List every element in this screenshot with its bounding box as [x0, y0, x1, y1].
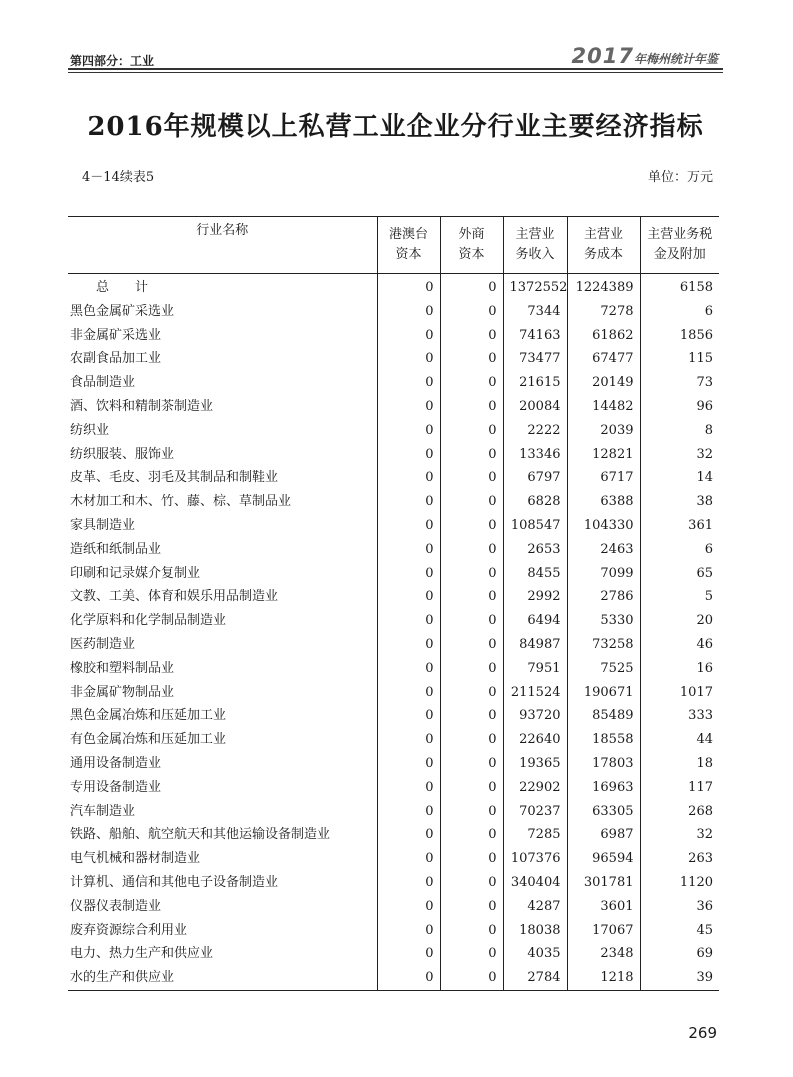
foreign-capital-cell: 0: [440, 347, 503, 371]
main-revenue-cell: 22902: [503, 776, 567, 800]
hk-macau-taiwan-capital-cell: 0: [377, 942, 440, 966]
foreign-capital-cell: 0: [440, 274, 503, 300]
main-cost-cell: 6388: [567, 490, 640, 514]
hk-macau-taiwan-capital-cell: 0: [377, 538, 440, 562]
table-row: [68, 704, 719, 728]
main-tax-cell: 361: [640, 514, 719, 538]
main-tax-cell: 117: [640, 776, 719, 800]
table-row: [68, 395, 719, 419]
industry-name-cell: 印刷和记录媒介复制业: [70, 565, 201, 581]
hk-macau-taiwan-capital-cell: 0: [377, 752, 440, 776]
hk-macau-taiwan-capital-cell: 0: [377, 823, 440, 847]
main-cost-cell: 18558: [567, 728, 640, 752]
table-number: 4－14续表5: [82, 170, 155, 185]
industry-name-cell: 造纸和纸制品业: [70, 541, 162, 557]
foreign-capital-cell: 0: [440, 609, 503, 633]
industry-name-cell: 酒、饮料和精制茶制造业: [70, 398, 214, 414]
table-row: [68, 847, 719, 871]
main-revenue-cell: 74163: [503, 324, 567, 348]
industry-name-cell: 皮革、毛皮、羽毛及其制品和制鞋业: [70, 470, 279, 486]
industry-name-cell: 化学原料和化学制品制造业: [70, 613, 227, 629]
table-row: [68, 966, 719, 990]
hk-macau-taiwan-capital-cell: 0: [377, 657, 440, 681]
yearbook-label: [572, 44, 718, 68]
main-revenue-cell: 4035: [503, 942, 567, 966]
main-tax-cell: 1120: [640, 871, 719, 895]
foreign-capital-cell: 0: [440, 490, 503, 514]
table-row: [68, 538, 719, 562]
header-main-tax: 主营业务税金及附加: [640, 217, 719, 274]
main-cost-cell: 7099: [567, 562, 640, 586]
foreign-capital-cell: 0: [440, 300, 503, 324]
industry-name-cell: 非金属矿采选业: [70, 327, 162, 343]
hk-macau-taiwan-capital-cell: 0: [377, 562, 440, 586]
main-tax-cell: 38: [640, 490, 719, 514]
foreign-capital-cell: 0: [440, 633, 503, 657]
page-title: 2016年规模以上私营工业企业分行业主要经济指标: [87, 112, 704, 142]
hk-macau-taiwan-capital-cell: 0: [377, 466, 440, 490]
industry-name-cell: 医药制造业: [70, 636, 136, 652]
main-revenue-cell: 70237: [503, 800, 567, 824]
hk-macau-taiwan-capital-cell: 0: [377, 966, 440, 990]
foreign-capital-cell: 0: [440, 324, 503, 348]
table-row: [68, 443, 719, 467]
main-revenue-cell: 2222: [503, 419, 567, 443]
main-cost-cell: 73258: [567, 633, 640, 657]
main-cost-cell: 7278: [567, 300, 640, 324]
industry-name-cell: 仪器仪表制造业: [70, 898, 162, 914]
main-tax-cell: 44: [640, 728, 719, 752]
foreign-capital-cell: 0: [440, 514, 503, 538]
foreign-capital-cell: 0: [440, 395, 503, 419]
unit-label: 单位：万元: [647, 170, 713, 185]
main-tax-cell: 69: [640, 942, 719, 966]
main-cost-cell: 85489: [567, 704, 640, 728]
yearbook-year: 2017: [571, 44, 634, 68]
table-row: [68, 419, 719, 443]
industry-name-cell: 农副食品加工业: [70, 351, 162, 367]
main-tax-cell: 32: [640, 823, 719, 847]
table-row: [68, 942, 719, 966]
hk-macau-taiwan-capital-cell: 0: [377, 633, 440, 657]
foreign-capital-cell: 0: [440, 919, 503, 943]
main-revenue-cell: 93720: [503, 704, 567, 728]
industry-name-cell: 非金属矿物制品业: [70, 684, 175, 700]
table-row: [68, 514, 719, 538]
table-row: [68, 919, 719, 943]
table-row: [68, 466, 719, 490]
hk-macau-taiwan-capital-cell: 0: [377, 347, 440, 371]
table-row: [68, 728, 719, 752]
hk-macau-taiwan-capital-cell: 0: [377, 395, 440, 419]
main-cost-cell: 5330: [567, 609, 640, 633]
main-cost-cell: 14482: [567, 395, 640, 419]
industry-name-cell: 汽车制造业: [70, 803, 136, 819]
page-number: 269: [688, 1024, 717, 1042]
main-cost-cell: 20149: [567, 371, 640, 395]
main-tax-cell: 96: [640, 395, 719, 419]
main-cost-cell: 2786: [567, 585, 640, 609]
main-cost-cell: 190671: [567, 681, 640, 705]
main-revenue-cell: 7344: [503, 300, 567, 324]
table-row: [68, 657, 719, 681]
main-cost-cell: 2348: [567, 942, 640, 966]
main-cost-cell: 67477: [567, 347, 640, 371]
industry-name-cell: 木材加工和木、竹、藤、棕、草制品业: [70, 494, 292, 510]
main-cost-cell: 63305: [567, 800, 640, 824]
main-revenue-cell: 22640: [503, 728, 567, 752]
main-tax-cell: 6158: [640, 274, 719, 300]
foreign-capital-cell: 0: [440, 823, 503, 847]
main-revenue-cell: 211524: [503, 681, 567, 705]
industry-name-cell: 总 计: [96, 280, 149, 295]
main-revenue-cell: 6494: [503, 609, 567, 633]
main-revenue-cell: 6797: [503, 466, 567, 490]
main-cost-cell: 16963: [567, 776, 640, 800]
main-revenue-cell: 84987: [503, 633, 567, 657]
hk-macau-taiwan-capital-cell: 0: [377, 371, 440, 395]
foreign-capital-cell: 0: [440, 728, 503, 752]
main-tax-cell: 263: [640, 847, 719, 871]
hk-macau-taiwan-capital-cell: 0: [377, 419, 440, 443]
hk-macau-taiwan-capital-cell: 0: [377, 324, 440, 348]
main-revenue-cell: 7951: [503, 657, 567, 681]
main-cost-cell: 1218: [567, 966, 640, 990]
main-tax-cell: 8: [640, 419, 719, 443]
header-main-revenue: 主营业务收入: [503, 217, 567, 274]
table-row: [68, 324, 719, 348]
main-cost-cell: 2039: [567, 419, 640, 443]
main-tax-cell: 16: [640, 657, 719, 681]
main-revenue-cell: 8455: [503, 562, 567, 586]
main-revenue-cell: 20084: [503, 395, 567, 419]
foreign-capital-cell: 0: [440, 752, 503, 776]
main-revenue-cell: 13346: [503, 443, 567, 467]
industry-name-cell: 电气机械和器材制造业: [70, 851, 201, 867]
main-revenue-cell: 107376: [503, 847, 567, 871]
main-revenue-cell: 73477: [503, 347, 567, 371]
main-tax-cell: 268: [640, 800, 719, 824]
hk-macau-taiwan-capital-cell: 0: [377, 800, 440, 824]
hk-macau-taiwan-capital-cell: 0: [377, 704, 440, 728]
main-cost-cell: 17803: [567, 752, 640, 776]
main-tax-cell: 18: [640, 752, 719, 776]
industry-name-cell: 家具制造业: [70, 517, 136, 533]
industry-name-cell: 废弃资源综合利用业: [70, 922, 188, 938]
industry-name-cell: 黑色金属冶炼和压延加工业: [70, 708, 227, 724]
table-row: [68, 490, 719, 514]
main-cost-cell: 1224389: [567, 274, 640, 300]
foreign-capital-cell: 0: [440, 895, 503, 919]
industry-name-cell: 计算机、通信和其他电子设备制造业: [70, 874, 279, 890]
header-industry-name: 行业名称: [68, 217, 377, 274]
industry-name-cell: 有色金属冶炼和压延加工业: [70, 732, 227, 748]
foreign-capital-cell: 0: [440, 966, 503, 990]
header-rule: [68, 68, 723, 70]
main-tax-cell: 6: [640, 538, 719, 562]
foreign-capital-cell: 0: [440, 657, 503, 681]
table-row: [68, 871, 719, 895]
hk-macau-taiwan-capital-cell: 0: [377, 490, 440, 514]
header-main-cost: 主营业务成本: [567, 217, 640, 274]
foreign-capital-cell: 0: [440, 562, 503, 586]
hk-macau-taiwan-capital-cell: 0: [377, 847, 440, 871]
main-tax-cell: 32: [640, 443, 719, 467]
foreign-capital-cell: 0: [440, 419, 503, 443]
main-cost-cell: 7525: [567, 657, 640, 681]
main-revenue-cell: 2784: [503, 966, 567, 990]
industry-name-cell: 电力、热力生产和供应业: [70, 946, 214, 962]
table-row: [68, 752, 719, 776]
table-row: [68, 895, 719, 919]
header-rule-thin: [68, 72, 723, 73]
hk-macau-taiwan-capital-cell: 0: [377, 274, 440, 300]
main-tax-cell: 6: [640, 300, 719, 324]
table-row: [68, 823, 719, 847]
foreign-capital-cell: 0: [440, 871, 503, 895]
foreign-capital-cell: 0: [440, 443, 503, 467]
hk-macau-taiwan-capital-cell: 0: [377, 609, 440, 633]
main-revenue-cell: 19365: [503, 752, 567, 776]
table-row: [68, 347, 719, 371]
hk-macau-taiwan-capital-cell: 0: [377, 300, 440, 324]
industry-name-cell: 纺织服装、服饰业: [70, 446, 175, 462]
foreign-capital-cell: 0: [440, 681, 503, 705]
main-tax-cell: 65: [640, 562, 719, 586]
main-cost-cell: 2463: [567, 538, 640, 562]
main-cost-cell: 96594: [567, 847, 640, 871]
main-tax-cell: 45: [640, 919, 719, 943]
foreign-capital-cell: 0: [440, 847, 503, 871]
table-row: [68, 609, 719, 633]
main-revenue-cell: 21615: [503, 371, 567, 395]
main-tax-cell: 333: [640, 704, 719, 728]
industry-name-cell: 通用设备制造业: [70, 755, 162, 771]
table-row: [68, 300, 719, 324]
industry-name-cell: 纺织业: [70, 422, 110, 438]
main-revenue-cell: 340404: [503, 871, 567, 895]
main-cost-cell: 61862: [567, 324, 640, 348]
industry-name-cell: 文教、工美、体育和娱乐用品制造业: [70, 589, 279, 605]
main-cost-cell: 12821: [567, 443, 640, 467]
table-row: [68, 633, 719, 657]
industry-name-cell: 专用设备制造业: [70, 779, 162, 795]
foreign-capital-cell: 0: [440, 538, 503, 562]
main-cost-cell: 17067: [567, 919, 640, 943]
industry-name-cell: 橡胶和塑料制品业: [70, 660, 175, 676]
industry-name-cell: 水的生产和供应业: [68, 966, 377, 990]
table-row: [68, 776, 719, 800]
main-revenue-cell: 6828: [503, 490, 567, 514]
hk-macau-taiwan-capital-cell: 0: [377, 871, 440, 895]
main-tax-cell: 1017: [640, 681, 719, 705]
hk-macau-taiwan-capital-cell: 0: [377, 776, 440, 800]
table-header-row: [68, 217, 719, 274]
foreign-capital-cell: 0: [440, 371, 503, 395]
foreign-capital-cell: 0: [440, 942, 503, 966]
main-revenue-cell: 2653: [503, 538, 567, 562]
main-revenue-cell: 18038: [503, 919, 567, 943]
hk-macau-taiwan-capital-cell: 0: [377, 895, 440, 919]
main-revenue-cell: 2992: [503, 585, 567, 609]
table-row: [68, 562, 719, 586]
main-cost-cell: 301781: [567, 871, 640, 895]
foreign-capital-cell: 0: [440, 776, 503, 800]
table-row: [68, 585, 719, 609]
main-tax-cell: 5: [640, 585, 719, 609]
table-row: [68, 371, 719, 395]
main-revenue-cell: 7285: [503, 823, 567, 847]
main-tax-cell: 36: [640, 895, 719, 919]
hk-macau-taiwan-capital-cell: 0: [377, 681, 440, 705]
industry-name-cell: 黑色金属矿采选业: [70, 303, 175, 319]
main-tax-cell: 46: [640, 633, 719, 657]
yearbook-name: 年梅州统计年鉴: [633, 52, 718, 66]
main-cost-cell: 6987: [567, 823, 640, 847]
main-cost-cell: 104330: [567, 514, 640, 538]
industry-name-cell: 食品制造业: [70, 375, 136, 391]
main-tax-cell: 39: [640, 966, 719, 990]
main-tax-cell: 73: [640, 371, 719, 395]
hk-macau-taiwan-capital-cell: 0: [377, 585, 440, 609]
section-label: 第四部分：工业: [70, 54, 155, 68]
industry-name-cell: 铁路、船舶、航空航天和其他运输设备制造业: [70, 827, 331, 843]
main-tax-cell: 14: [640, 466, 719, 490]
main-tax-cell: 1856: [640, 324, 719, 348]
hk-macau-taiwan-capital-cell: 0: [377, 514, 440, 538]
main-revenue-cell: 1372552: [503, 274, 567, 300]
main-cost-cell: 6717: [567, 466, 640, 490]
header-foreign-capital: 外商资本: [440, 217, 503, 274]
foreign-capital-cell: 0: [440, 466, 503, 490]
hk-macau-taiwan-capital-cell: 0: [377, 728, 440, 752]
indicator-table: [68, 216, 719, 991]
table-row: [68, 681, 719, 705]
main-cost-cell: 3601: [567, 895, 640, 919]
main-revenue-cell: 108547: [503, 514, 567, 538]
main-tax-cell: 115: [640, 347, 719, 371]
hk-macau-taiwan-capital-cell: 0: [377, 919, 440, 943]
foreign-capital-cell: 0: [440, 585, 503, 609]
foreign-capital-cell: 0: [440, 800, 503, 824]
header-hk-macau-taiwan-capital: 港澳台资本: [377, 217, 440, 274]
foreign-capital-cell: 0: [440, 704, 503, 728]
table-row: [68, 800, 719, 824]
main-revenue-cell: 4287: [503, 895, 567, 919]
hk-macau-taiwan-capital-cell: 0: [377, 443, 440, 467]
total-row: [68, 274, 719, 300]
main-tax-cell: 20: [640, 609, 719, 633]
